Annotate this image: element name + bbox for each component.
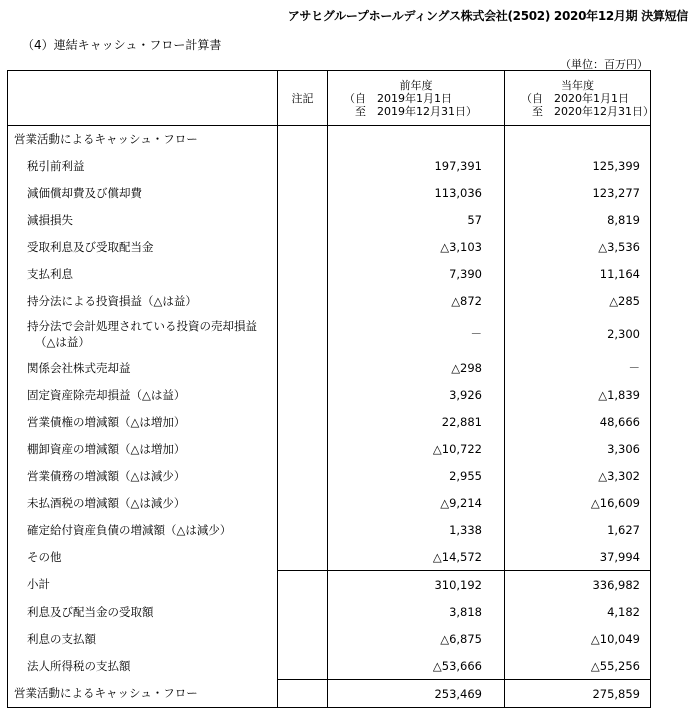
row-label-text: 確定給付資産負債の増減額（△は減少） xyxy=(27,522,232,537)
prev-value-cell: 253,469 xyxy=(328,680,505,708)
row-label-text: 税引前利益 xyxy=(27,158,85,173)
prev-value-cell: △298 xyxy=(328,354,505,381)
section-row xyxy=(8,126,651,153)
row-label-text: 営業活動によるキャッシュ・フロー xyxy=(14,686,198,701)
prev-value-cell: 3,818 xyxy=(328,598,505,625)
curr-value-cell: 1,627 xyxy=(505,516,651,543)
row-label xyxy=(8,598,278,625)
row-label xyxy=(8,206,278,233)
row-label xyxy=(8,233,278,260)
note-cell xyxy=(278,206,328,233)
prev-value-cell xyxy=(328,126,505,153)
prev-value-cell: － xyxy=(328,314,505,354)
note-cell xyxy=(278,233,328,260)
curr-year-to: 至 2020年12月31日） xyxy=(521,104,654,118)
table-row xyxy=(8,260,651,287)
prev-value-cell: △9,214 xyxy=(328,489,505,516)
note-cell xyxy=(278,260,328,287)
row-label xyxy=(8,179,278,206)
row-label-text: 関係会社株式売却益 xyxy=(27,360,131,375)
table-header-row xyxy=(8,71,651,126)
table-row xyxy=(8,179,651,206)
curr-value-cell: △3,302 xyxy=(505,462,651,489)
prev-value-cell: △14,572 xyxy=(328,543,505,571)
row-label xyxy=(8,652,278,680)
prev-value-cell: △53,666 xyxy=(328,652,505,680)
table-row xyxy=(8,314,651,354)
table-row xyxy=(8,152,651,179)
prev-value-cell: 197,391 xyxy=(328,152,505,179)
curr-year-from: （自 2020年1月1日 xyxy=(521,91,629,105)
row-label xyxy=(8,489,278,516)
prev-value-cell: △10,722 xyxy=(328,435,505,462)
prev-year-to: 至 2019年12月31日） xyxy=(344,104,477,118)
row-label xyxy=(8,571,278,599)
row-label xyxy=(8,287,278,314)
section-label: 営業活動によるキャッシュ・フロー xyxy=(14,132,198,146)
document-header: アサヒグループホールディングス株式会社(2502) 2020年12月期 決算短信 xyxy=(287,9,688,23)
row-label-text: 減損損失 xyxy=(27,212,73,227)
curr-value-cell xyxy=(505,126,651,153)
note-cell xyxy=(278,516,328,543)
note-cell xyxy=(278,354,328,381)
table-row xyxy=(8,435,651,462)
curr-value-cell: 2,300 xyxy=(505,314,651,354)
note-cell xyxy=(278,489,328,516)
note-cell xyxy=(278,152,328,179)
curr-value-cell: 125,399 xyxy=(505,152,651,179)
note-cell xyxy=(278,126,328,153)
note-cell xyxy=(278,381,328,408)
note-cell xyxy=(278,571,328,599)
prev-year-from: （自 2019年1月1日 xyxy=(344,91,452,105)
row-label xyxy=(8,314,278,354)
item-header xyxy=(8,71,278,126)
row-label xyxy=(8,152,278,179)
prev-value-cell: 7,390 xyxy=(328,260,505,287)
curr-value-cell: △10,049 xyxy=(505,625,651,652)
table-row xyxy=(8,381,651,408)
row-label xyxy=(8,260,278,287)
table-row xyxy=(8,680,651,708)
curr-value-cell: 4,182 xyxy=(505,598,651,625)
table-row xyxy=(8,571,651,599)
curr-value-cell: 8,819 xyxy=(505,206,651,233)
note-cell xyxy=(278,179,328,206)
row-label xyxy=(8,408,278,435)
prev-value-cell: △6,875 xyxy=(328,625,505,652)
prev-value-cell: 22,881 xyxy=(328,408,505,435)
curr-year-title: 当年度 xyxy=(561,78,594,92)
table-row xyxy=(8,408,651,435)
row-label xyxy=(8,354,278,381)
curr-value-cell: △285 xyxy=(505,287,651,314)
note-cell xyxy=(278,314,328,354)
prev-value-cell: △872 xyxy=(328,287,505,314)
note-cell xyxy=(278,435,328,462)
row-label-text: 利息の支払額 xyxy=(27,631,96,646)
curr-value-cell: 3,306 xyxy=(505,435,651,462)
row-label xyxy=(8,462,278,489)
prev-value-cell: 57 xyxy=(328,206,505,233)
row-label-text: 受取利息及び受取配当金 xyxy=(27,239,154,254)
table-row xyxy=(8,489,651,516)
table-row xyxy=(8,206,651,233)
cash-flow-table xyxy=(7,70,654,708)
note-header: 注記 xyxy=(278,71,328,126)
table-row xyxy=(8,625,651,652)
curr-year-header xyxy=(505,71,654,126)
row-label xyxy=(8,381,278,408)
table-row xyxy=(8,543,651,571)
prev-value-cell: 2,955 xyxy=(328,462,505,489)
curr-value-cell: △16,609 xyxy=(505,489,651,516)
row-label-text: 利息及び配当金の受取額 xyxy=(27,604,154,619)
curr-value-cell: 336,982 xyxy=(505,571,651,599)
row-label xyxy=(8,543,278,571)
row-label-text: その他 xyxy=(27,549,62,564)
row-label-text: 営業債務の増減額（△は減少） xyxy=(27,468,186,483)
row-label-text: 棚卸資産の増減額（△は増加） xyxy=(27,441,186,456)
row-label-text-2: （△は益） xyxy=(35,335,90,349)
section-title: （4）連結キャッシュ・フロー計算書 xyxy=(22,38,222,52)
note-cell xyxy=(278,543,328,571)
table-row xyxy=(8,516,651,543)
row-label-text: 法人所得税の支払額 xyxy=(27,658,131,673)
row-label-text: 固定資産除売却損益（△は益） xyxy=(27,387,186,402)
row-label xyxy=(8,625,278,652)
row-label-text: 減価償却費及び償却費 xyxy=(27,185,142,200)
prev-value-cell: 310,192 xyxy=(328,571,505,599)
table-row xyxy=(8,354,651,381)
note-cell xyxy=(278,462,328,489)
note-cell xyxy=(278,287,328,314)
row-label xyxy=(8,516,278,543)
prev-value-cell: 3,926 xyxy=(328,381,505,408)
row-label-text: 持分法による投資損益（△は益） xyxy=(27,293,197,308)
prev-year-title: 前年度 xyxy=(399,78,433,92)
curr-value-cell: 48,666 xyxy=(505,408,651,435)
prev-value-cell: △3,103 xyxy=(328,233,505,260)
unit-label: （単位：百万円） xyxy=(560,58,648,71)
curr-value-cell: 11,164 xyxy=(505,260,651,287)
curr-value-cell: △3,536 xyxy=(505,233,651,260)
row-label xyxy=(8,680,278,708)
row-label-text: 小計 xyxy=(27,577,50,592)
prev-year-header xyxy=(328,71,505,126)
curr-value-cell: 37,994 xyxy=(505,543,651,571)
row-label-text: 支払利息 xyxy=(27,266,73,281)
row-label-text: 未払酒税の増減額（△は減少） xyxy=(27,495,186,510)
curr-value-cell: － xyxy=(505,354,651,381)
table-row xyxy=(8,233,651,260)
table-row xyxy=(8,462,651,489)
prev-value-cell: 1,338 xyxy=(328,516,505,543)
row-label-text: 営業債権の増減額（△は増加） xyxy=(27,414,186,429)
note-cell xyxy=(278,598,328,625)
table-row xyxy=(8,287,651,314)
prev-value-cell: 113,036 xyxy=(328,179,505,206)
curr-value-cell: △55,256 xyxy=(505,652,651,680)
curr-value-cell: 123,277 xyxy=(505,179,651,206)
table-row xyxy=(8,652,651,680)
row-label xyxy=(8,435,278,462)
note-cell xyxy=(278,625,328,652)
note-cell xyxy=(278,408,328,435)
row-label-text: 持分法で会計処理されている投資の売却損益 xyxy=(27,319,257,333)
curr-value-cell: △1,839 xyxy=(505,381,651,408)
note-cell xyxy=(278,680,328,708)
table-row xyxy=(8,598,651,625)
note-cell xyxy=(278,652,328,680)
curr-value-cell: 275,859 xyxy=(505,680,651,708)
